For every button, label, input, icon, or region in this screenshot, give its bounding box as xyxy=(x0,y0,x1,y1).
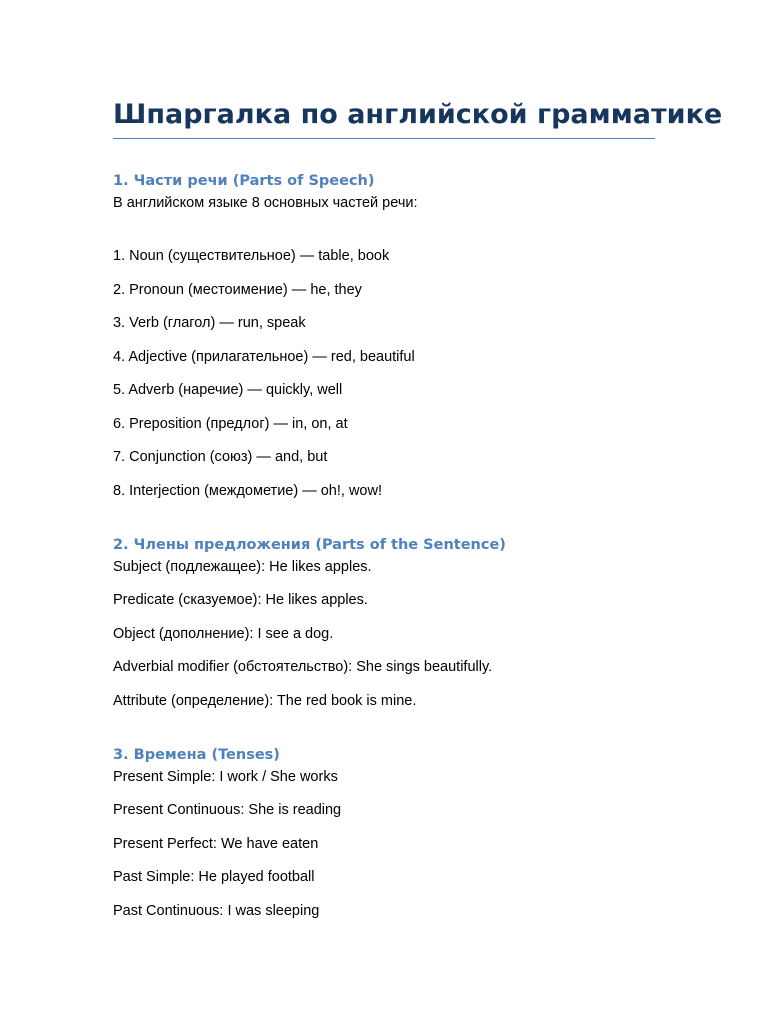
list-item: Attribute (определение): The red book is mine. xyxy=(113,692,417,709)
list-item: Past Continuous: I was sleeping xyxy=(113,902,320,919)
tenses-list xyxy=(113,767,655,921)
list-item: Predicate (сказуемое): He likes apples. xyxy=(113,592,368,608)
section-heading-tenses: 3. Времена (Tenses) xyxy=(113,746,280,763)
page-title: Шпаргалка по английской грамматике xyxy=(113,96,655,139)
list-item: Adverbial modifier (обстоятельство): She sings beautifully. xyxy=(113,659,493,675)
list-item: 1. Noun (существительное) — table, book xyxy=(113,248,390,264)
list-item: Subject (подлежащее): He likes apples. xyxy=(113,558,372,575)
section-heading-parts-of-sentence: 2. Члены предложения (Parts of the Sentence) xyxy=(113,536,506,553)
list-item: 5. Adverb (наречие) — quickly, well xyxy=(113,382,343,398)
list-item: 7. Conjunction (союз) — and, but xyxy=(113,449,328,465)
section-intro: В английском языке 8 основных частей речи: xyxy=(113,195,418,211)
document-page xyxy=(113,96,723,921)
parts-of-sentence-list xyxy=(113,557,655,711)
list-item: 8. Interjection (междометие) — oh!, wow! xyxy=(113,482,382,499)
list-item: 6. Preposition (предлог) — in, on, at xyxy=(113,415,348,432)
parts-of-speech-list xyxy=(113,246,655,501)
list-item: Present Continuous: She is reading xyxy=(113,802,342,818)
list-item: Present Perfect: We have eaten xyxy=(113,835,319,852)
list-item: Object (дополнение): I see a dog. xyxy=(113,625,334,642)
list-item: Past Simple: He played football xyxy=(113,869,315,885)
section-heading-parts-of-speech: 1. Части речи (Parts of Speech) xyxy=(113,173,375,189)
list-item: 3. Verb (глагол) — run, speak xyxy=(113,315,306,331)
list-item: 2. Pronoun (местоимение) — he, they xyxy=(113,281,362,298)
list-item: Present Simple: I work / She works xyxy=(113,768,338,785)
list-item: 4. Adjective (прилагательное) — red, beautiful xyxy=(113,348,415,365)
